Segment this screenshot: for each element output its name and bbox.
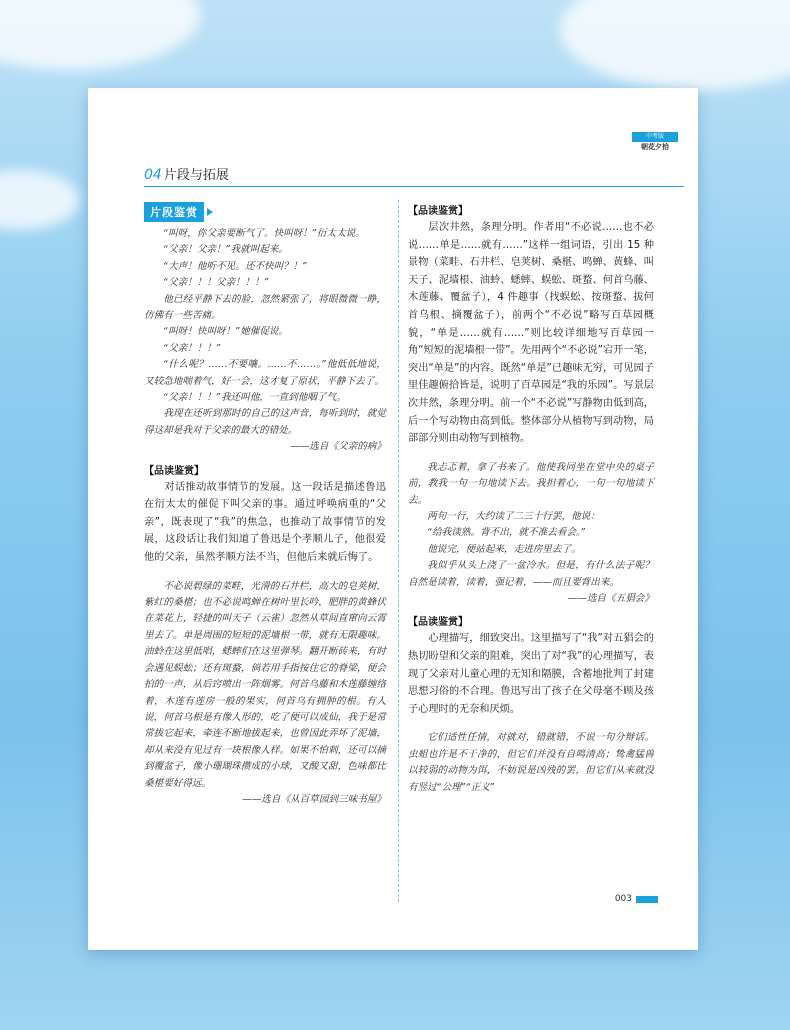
edition-tag: 中考版 [632, 132, 678, 142]
excerpt-line: 我现在还听到那时的自己的这声音，每听到时，就觉得这却是我对于父亲的最大的错处。 [144, 408, 386, 436]
review-paragraph: 心理描写，细致突出。这里描写了“我”对五猖会的热切盼望和父亲的阻难，突出了对“我”的心理描写，表现了父亲对儿童心理的无知和隔膜，含蓄地批判了封建思想习俗的不合理。鲁迅写出了孩子在父母毫不顾及孩子心理时的无奈和厌烦。 [408, 633, 654, 715]
left-column [144, 202, 386, 808]
excerpt-line: 他已经平静下去的脸，忽然紧张了，将眼微微一睁，仿佛有一些苦痛。 [144, 293, 386, 322]
excerpt-line: “叫呀！快叫呀！”她催促说。 [163, 326, 289, 338]
right-column [408, 202, 654, 796]
review-heading: 【品读鉴赏】 [144, 465, 204, 477]
cloud-decoration [0, 170, 80, 230]
page-number [615, 894, 658, 904]
review-text [408, 630, 654, 718]
page-number-label: 003 [614, 894, 632, 904]
excerpt-paragraph: 它们适性任情，对就对，错就错，不说一句分辩话。虫蛆也许是不干净的，但它们并没有自鸣清高；鸷禽猛兽以较弱的动物为饵，不妨说是凶残的罢，但它们从来就没有竖过“公理”“正义” [408, 732, 654, 793]
chapter-header [144, 164, 229, 183]
review-paragraph: 对话推动故事情节的发展。这一段话是描述鲁迅在衍太太的催促下叫父亲的事。通过呼唤病重的“父亲”，既表现了“我”的焦急，也推动了故事情节的发展，这段话让我们知道了鲁迅是个孝顺儿子，他很爱他的父亲，虽然孝顺方法不当，但他后来就后悔了。 [144, 481, 386, 564]
excerpt-line: 我忐忑着，拿了书来了。他使我同坐在堂中央的桌子前，教我一句一句地读下去。我担着心，一句一句地读下去。 [408, 461, 654, 506]
book-name: 朝花夕拾 [641, 143, 669, 151]
cloud-decoration [560, 0, 790, 90]
excerpt-source: ——选自《五猖会》 [567, 592, 654, 604]
excerpt-line: “大声！他听不见。还不快叫？！” [163, 260, 308, 272]
cloud-decoration [0, 0, 200, 70]
excerpt-line: “什么呢？……不要嚷。……不……。”他低低地说，又较急地喘着气，好一会，这才复了原状，平静下去了。 [144, 359, 386, 387]
excerpt-line: “父亲！！！父亲！！！” [163, 277, 269, 289]
excerpt-father-illness [144, 226, 386, 456]
book-page [88, 88, 698, 950]
excerpt-paragraph: 不必说碧绿的菜畦，光滑的石井栏，高大的皂荚树，紫红的桑椹；也不必说鸣蝉在树叶里长吟，肥胖的黄蜂伏在菜花上，轻捷的叫天子（云雀）忽然从草间直窜向云霄里去了。单是周围的短短的泥墙根一带，就有无限趣味。油蛉在这里低唱，蟋蟀们在这里弹琴。翻开断砖来，有时会遇见蜈蚣；还有斑蝥，倘若用手指按住它的脊梁，便会拍的一声，从后窍喷出一阵烟雾。何首乌藤和木莲藤缠络着，木莲有莲房一般的果实，何首乌有拥肿的根。有人说，何首乌根是有像人形的，吃了便可以成仙，我于是常常拔它起来，牵连不断地拔起来，也曾因此弄坏了泥墙，却从来没有见过有一块根像人样。如果不怕刺，还可以摘到覆盆子，像小珊瑚珠攒成的小球，又酸又甜，色味都比桑椹要好得远。 [144, 580, 386, 789]
section-badge [144, 202, 386, 222]
review-heading: 【品读鉴赏】 [408, 206, 468, 217]
excerpt-line: 两句一行，大约读了二三十行罢，他说： [427, 510, 600, 522]
excerpt-line: “父亲！父亲！”我就叫起来。 [163, 244, 289, 256]
review-heading: 【品读鉴赏】 [408, 617, 468, 629]
section-badge-label: 片段鉴赏 [144, 202, 204, 222]
excerpt-source: ——选自《父亲的病》 [290, 441, 386, 453]
excerpt-line: 我似乎从头上浇了一盆冷水。但是，有什么法子呢？自然是读着，读着，强记着，——而且要背出来。 [408, 560, 654, 588]
review-text [144, 479, 386, 567]
chapter-number: 04 [144, 167, 162, 183]
excerpt-line: “叫呀，你父亲要断气了。快叫呀！”衍太太说。 [163, 228, 365, 239]
page-number-bar [636, 896, 658, 903]
chapter-title: 片段与拓展 [163, 168, 229, 183]
excerpt-source: ——选自《从百草园到三味书屋》 [242, 793, 386, 805]
excerpt-line: “给我读熟。背不出，就不准去看会。” [427, 527, 586, 539]
header-rule [144, 186, 684, 187]
review-text [408, 219, 654, 448]
arrow-icon [207, 208, 213, 216]
excerpt-baicaoyuan [144, 579, 386, 809]
brand-mark [632, 132, 678, 152]
excerpt-line: “父亲！！！”我还叫他，一直到他咽了气。 [163, 392, 346, 404]
excerpt-continued [408, 730, 654, 796]
excerpt-line: “父亲！！！” [163, 342, 221, 354]
column-divider [398, 200, 399, 902]
review-paragraph: 层次井然，条理分明。作者用“不必说……也不必说……单是……就有……”这样一组词语，引出 15 种景物（菜畦、石井栏、皂荚树、桑椹、鸣蝉、黄蜂、叫天子、泥墙根、油蛉、蟋蟀、蜈蚣、斑蝥、何首乌藤、木莲藤、覆盆子），4 件趣事（找蜈蚣、按斑蝥、拔何首乌根、摘覆盆子），前两个“不必说”略写百草园概貌，“单是……就有……”则比较详细地写百草园一角“短短的泥墙根一带”。先用两个“不必说”宕开一笔，突出“单是”的内容。既然“单是”已趣味无穷，可见园子里佳趣俯拾皆是，说明了百草园是“我的乐园”。写景层次井然，条理分明。前一个“不必说”写静物由低到高，后一个写动物由高到低。整体部分从植物写到动物，局部部分则由动物写到植物。 [408, 222, 654, 445]
excerpt-wuchanghui [408, 460, 654, 608]
excerpt-line: 他说完，便站起来，走进房里去了。 [427, 543, 581, 555]
